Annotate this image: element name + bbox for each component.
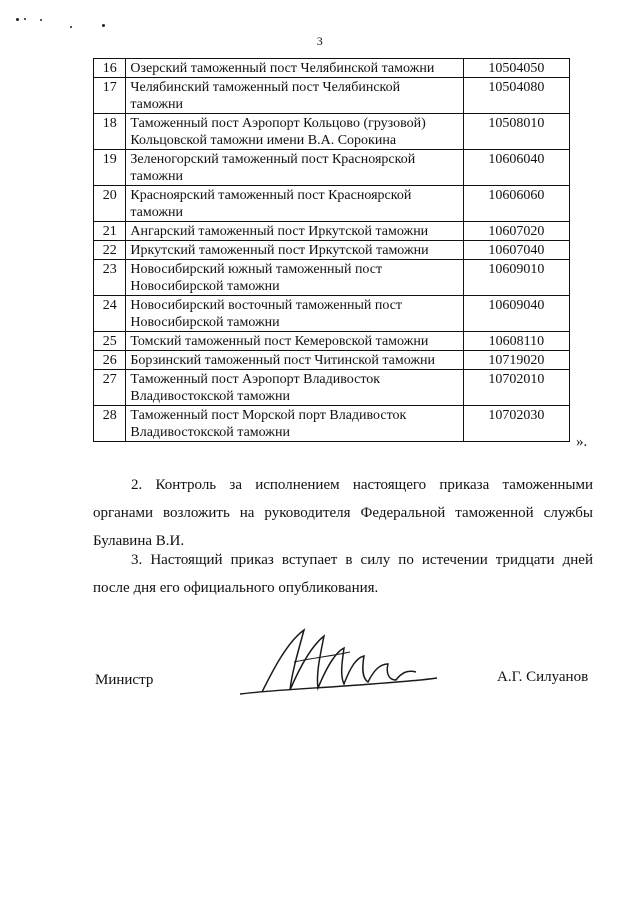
post-code: 10504080 [463,78,569,114]
paragraph-3 [93,546,593,602]
table-row [94,332,570,351]
table-row [94,296,570,332]
post-name-line: таможни [130,169,184,184]
post-name-line: Кольцовской таможни имени В.А. Сорокина [130,133,397,148]
post-code: 10504050 [463,59,569,78]
row-number: 28 [94,406,126,442]
post-name-line: таможни [130,205,184,220]
post-name [126,114,463,150]
post-code: 10702010 [463,370,569,406]
paragraph-3-text: 3. Настоящий приказ вступает в силу по истечении тридцати дней после дня его официального опубликования. [93,552,593,596]
row-number: 18 [94,114,126,150]
post-code: 10719020 [463,351,569,370]
row-number: 16 [94,59,126,78]
post-code: 10608110 [463,332,569,351]
post-name-line: Зеленогорский таможенный пост Красноярской [130,152,416,167]
post-code: 10609010 [463,260,569,296]
row-number: 20 [94,186,126,222]
post-name-line: Томский таможенный пост Кемеровской таможни [130,334,429,349]
post-name [126,150,463,186]
post-name-line: Владивостокской таможни [130,389,290,404]
signatory-role: Министр [95,672,154,688]
post-name-line: Таможенный пост Морской порт Владивосток [130,408,407,423]
post-name-line: Борзинский таможенный пост Читинской таможни [130,353,436,368]
post-code: 10607020 [463,222,569,241]
post-name-line: Владивостокской таможни [130,425,290,440]
row-number: 22 [94,241,126,260]
post-name-line: Челябинский таможенный пост Челябинской [130,80,401,95]
post-name-line: Новосибирский южный таможенный пост [130,262,383,277]
post-name [126,296,463,332]
post-name-line: Новосибирской таможни [130,315,280,330]
closing-quote: ». [576,434,588,450]
post-name-line: Озерский таможенный пост Челябинской таможни [130,61,435,76]
post-name-line: таможни [130,97,184,112]
table-row [94,222,570,241]
post-name-line: Таможенный пост Аэропорт Кольцово (грузовой) [130,116,426,131]
post-name-line: Иркутский таможенный пост Иркутской таможни [130,243,429,258]
post-name [126,332,463,351]
post-name [126,241,463,260]
post-name-line: Новосибирский восточный таможенный пост [130,298,403,313]
row-number: 27 [94,370,126,406]
table-row [94,406,570,442]
post-name [126,222,463,241]
row-number: 21 [94,222,126,241]
table-row [94,150,570,186]
row-number: 19 [94,150,126,186]
row-number: 26 [94,351,126,370]
table-row [94,351,570,370]
post-name [126,351,463,370]
row-number: 17 [94,78,126,114]
post-name-line: Ангарский таможенный пост Иркутской таможни [130,224,429,239]
handwritten-signature [232,622,442,702]
row-number: 24 [94,296,126,332]
row-number: 25 [94,332,126,351]
row-number: 23 [94,260,126,296]
table-row [94,186,570,222]
table-row [94,260,570,296]
post-code: 10606040 [463,150,569,186]
post-code: 10607040 [463,241,569,260]
post-name-line: Таможенный пост Аэропорт Владивосток [130,372,381,387]
post-name [126,186,463,222]
post-code: 10609040 [463,296,569,332]
post-code: 10508010 [463,114,569,150]
table-row [94,241,570,260]
customs-posts-table [93,58,570,442]
table-row [94,78,570,114]
table-row [94,370,570,406]
post-name-line: Красноярский таможенный пост Красноярской [130,188,412,203]
page-number: 3 [316,34,324,48]
post-code: 10606060 [463,186,569,222]
post-name [126,370,463,406]
post-name [126,260,463,296]
paragraph-2-text: 2. Контроль за исполнением настоящего приказа таможенными органами возложить на руководителя Федеральной таможенной службы Булавина В.И. [93,477,593,549]
post-code: 10702030 [463,406,569,442]
signatory-name: А.Г. Силуанов [497,669,589,685]
post-name [126,78,463,114]
table-row [94,59,570,78]
paragraph-2 [93,471,593,555]
post-name-line: Новосибирской таможни [130,279,280,294]
table-row [94,114,570,150]
post-name [126,59,463,78]
post-name [126,406,463,442]
